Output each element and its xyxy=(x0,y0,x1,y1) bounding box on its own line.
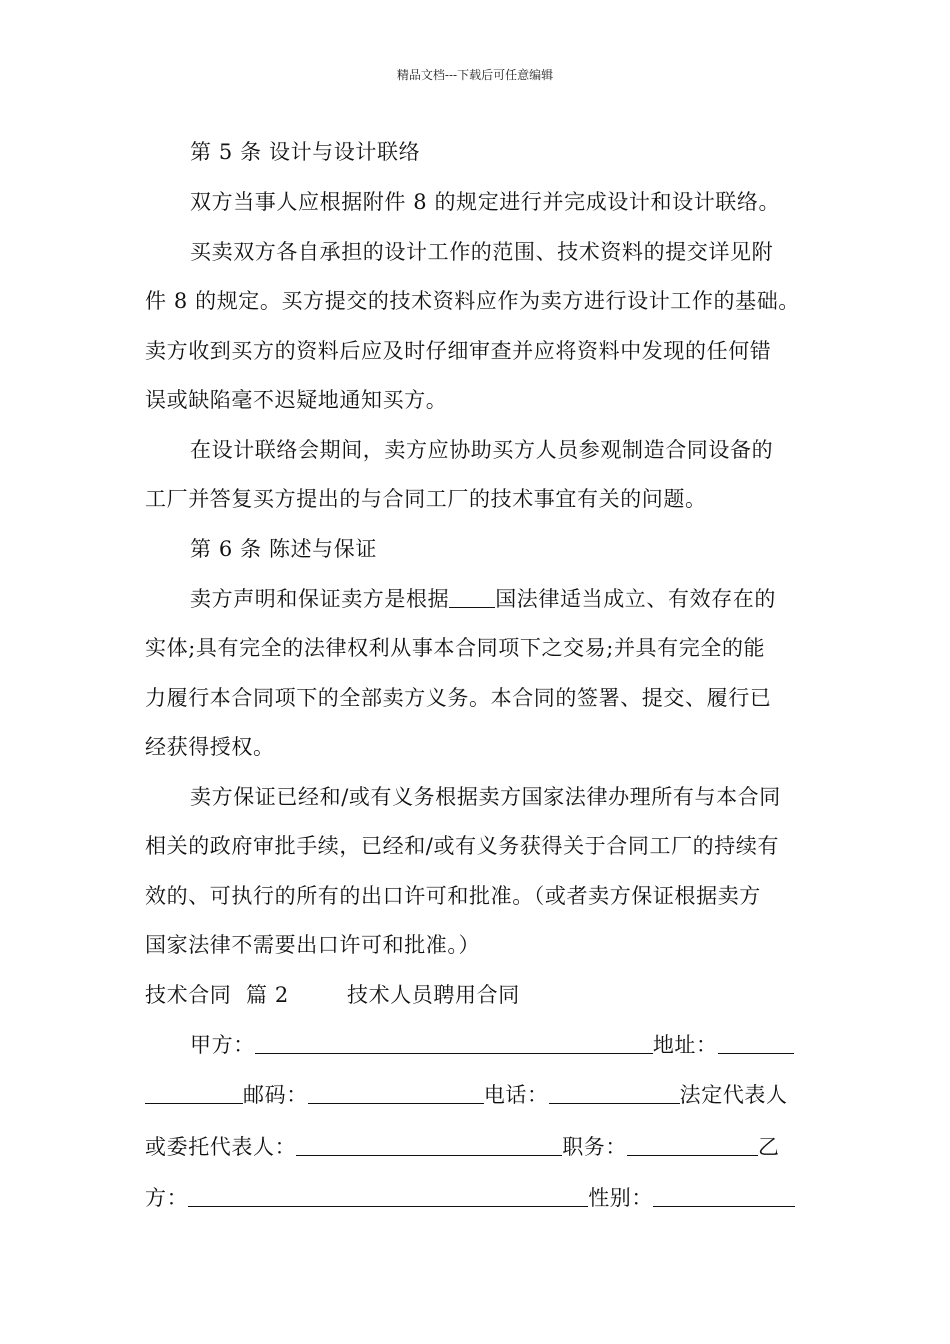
paragraph-2-line-2: 件 8 的规定。买方提交的技术资料应作为卖方进行设计工作的基础。 xyxy=(145,289,800,313)
party-a-blank xyxy=(255,1035,653,1054)
address-label: 地址： xyxy=(652,1033,718,1057)
paragraph-3-line-1: 在设计联络会期间，卖方应协助买方人员参观制造合同设备的 xyxy=(190,438,774,462)
form-line-4 xyxy=(145,1183,795,1213)
paragraph-2-line-3: 卖方收到买方的资料后应及时仔细审查并应将资料中发现的任何错 xyxy=(145,339,772,363)
paragraph-5-line-4: 国家法律不需要出口许可和批准。） xyxy=(145,933,481,957)
form-line-1 xyxy=(190,1030,794,1060)
paragraph-2-line-1: 买卖双方各自承担的设计工作的范围、技术资料的提交详见附 xyxy=(190,240,774,264)
paragraph-5-line-1: 卖方保证已经和/或有义务根据卖方国家法律办理所有与本合同 xyxy=(190,785,781,809)
position-blank xyxy=(627,1137,758,1156)
party-b-label-2: 方： xyxy=(145,1186,189,1210)
party-a-label: 甲方： xyxy=(190,1033,255,1057)
party-b-label-1: 乙 xyxy=(758,1135,780,1159)
postcode-blank xyxy=(308,1085,484,1104)
page-header: 精品文档---下载后可任意编辑 xyxy=(396,68,554,82)
postcode-label: 邮码： xyxy=(243,1083,308,1107)
form-line-2 xyxy=(145,1080,788,1110)
address-blank-cont xyxy=(145,1085,243,1104)
paragraph-4-line-1 xyxy=(190,584,776,614)
country-blank xyxy=(449,589,495,608)
paragraph-3-line-2: 工厂并答复买方提出的与合同工厂的技术事宜有关的问题。 xyxy=(145,487,707,511)
position-label: 职务： xyxy=(562,1135,628,1159)
legal-rep-label: 法定代表人 xyxy=(679,1083,788,1107)
paragraph-4-line-3: 力履行本合同项下的全部卖方义务。本合同的签署、提交、履行已 xyxy=(145,686,772,710)
phone-label: 电话： xyxy=(483,1083,549,1107)
party-b-blank xyxy=(188,1188,588,1207)
paragraph-4-line-4: 经获得授权。 xyxy=(145,735,275,759)
phone-blank xyxy=(549,1085,680,1104)
gender-blank xyxy=(653,1188,795,1207)
address-blank xyxy=(718,1035,794,1054)
form-line-3 xyxy=(145,1132,780,1162)
paragraph-4-text-b: 国法律适当成立、有效存在的 xyxy=(495,587,777,611)
paragraph-5-line-2: 相关的政府审批手续，已经和/或有义务获得关于合同工厂的持续有 xyxy=(145,834,780,858)
agent-label: 或委托代表人： xyxy=(145,1135,297,1159)
paragraph-4-text-a: 卖方声明和保证卖方是根据 xyxy=(190,587,450,611)
paragraph-2-line-4: 误或缺陷毫不迟疑地通知买方。 xyxy=(145,388,448,412)
paragraph-5-line-3: 效的、可执行的所有的出口许可和批准。（或者卖方保证根据卖方 xyxy=(145,884,761,908)
section-6-title: 第 6 条 陈述与保证 xyxy=(190,537,377,561)
paragraph-1: 双方当事人应根据附件 8 的规定进行并完成设计和设计联络。 xyxy=(190,190,781,214)
section-5-title: 第 5 条 设计与设计联络 xyxy=(190,140,421,164)
chapter-title: 技术合同 篇 2 技术人员聘用合同 xyxy=(145,983,520,1007)
agent-blank xyxy=(296,1137,562,1156)
gender-label: 性别： xyxy=(588,1186,654,1210)
paragraph-4-line-2: 实体;具有完全的法律权利从事本合同项下之交易;并具有完全的能 xyxy=(145,636,766,660)
